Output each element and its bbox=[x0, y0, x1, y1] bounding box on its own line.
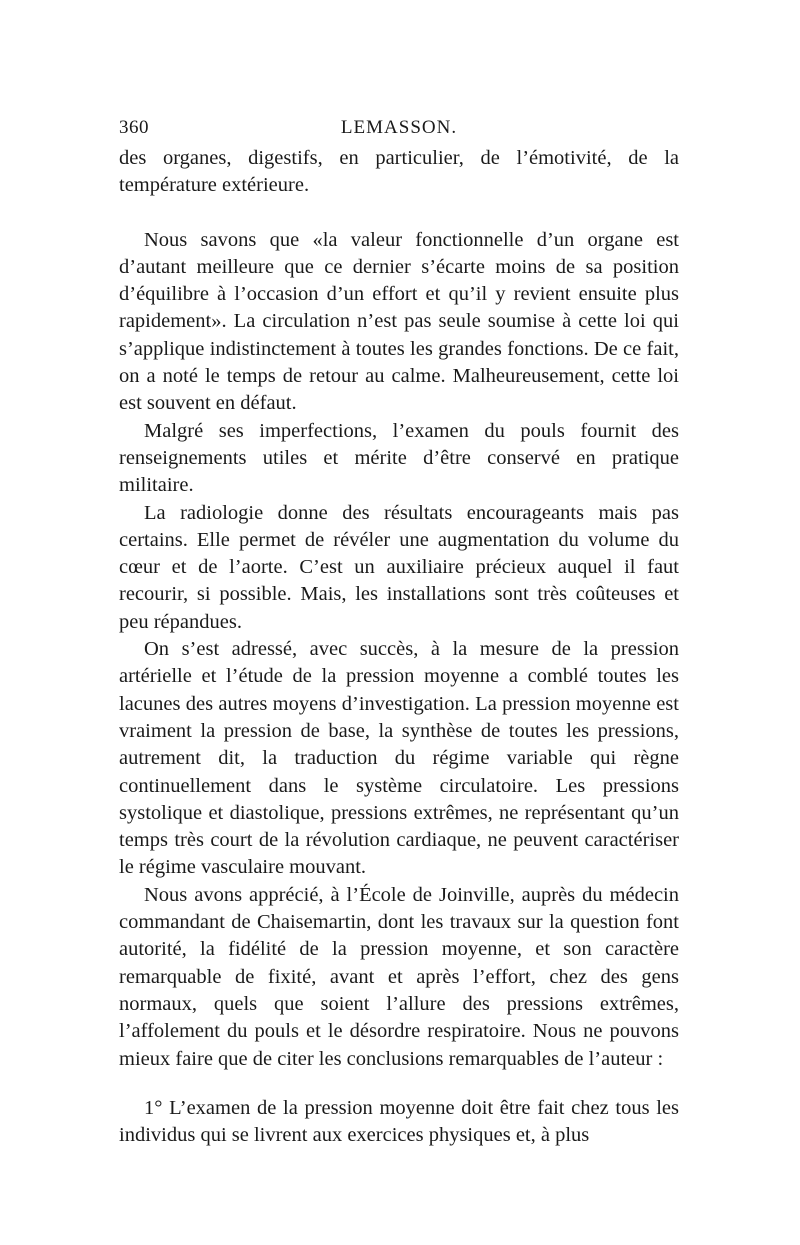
paragraph-radiologie: La radiologie donne des résultats encourageants mais pas certains. Elle permet de révéler une augmentation du volume du cœur et de l’aorte. C’est un auxiliaire précieux auquel il faut recourir, si possible. Mais, les installations sont très coûteuses et peu répandues. bbox=[119, 501, 679, 633]
book-page bbox=[119, 113, 679, 1149]
paragraph-fonctionnelle: Nous savons que «la valeur fonctionnelle d’un organe est d’autant meilleure que ce dernier s’écarte moins de sa position d’équilibre à l’occasion d’un effort et qu’il y revient ensuite plus rapidement». La circulation n’est pas seule soumise à cette loi qui s’applique indistinctement à toutes les grandes fonctions. De ce fait, on a noté le temps de retour au calme. Malheureusement, cette loi est souvent en défaut. bbox=[119, 228, 679, 415]
paragraph-conclusion-1: 1° L’examen de la pression moyenne doit être fait chez tous les individus qui se livrent aux exercices physiques et, à plus bbox=[119, 1096, 679, 1147]
page-number: 360 bbox=[119, 117, 149, 138]
paragraph-joinville: Nous avons apprécié, à l’École de Joinville, auprès du médecin commandant de Chaisemartin, dont les travaux sur la question font autorité, la fidélité de la pression moyenne, et son caractère remarquable de fixité, avant et après l’effort, chez des gens normaux, quels que soient l’allure des pressions extrêmes, l’affolement du pouls et le désordre respiratoire. Nous ne pouvons mieux faire que de citer les conclusions remarquables de l’auteur : bbox=[119, 883, 679, 1070]
paragraph-pouls: Malgré ses imperfections, l’examen du pouls fournit des renseignements utiles et mérite d’être conservé en pratique militaire. bbox=[119, 419, 679, 497]
body-text bbox=[119, 145, 679, 1149]
page-header bbox=[119, 113, 679, 145]
paragraph-pression-arterielle: On s’est adressé, avec succès, à la mesure de la pression artérielle et l’étude de la pression moyenne a comblé toutes les lacunes des autres moyens d’investigation. La pression moyenne est vraiment la pression de base, la synthèse de toutes les pressions, autrement dit, la traduction du régime variable qui règne continuellement dans le système circulatoire. Les pressions systolique et diastolique, pressions extrêmes, ne représentant qu’un temps très court de la révolution cardiaque, ne peuvent caractériser le régime vasculaire mouvant. bbox=[119, 638, 679, 879]
paragraph-continued: des organes, digestifs, en particulier, de l’émotivité, de la température extérieure. bbox=[119, 147, 679, 197]
running-title: LEMASSON. bbox=[340, 117, 458, 138]
